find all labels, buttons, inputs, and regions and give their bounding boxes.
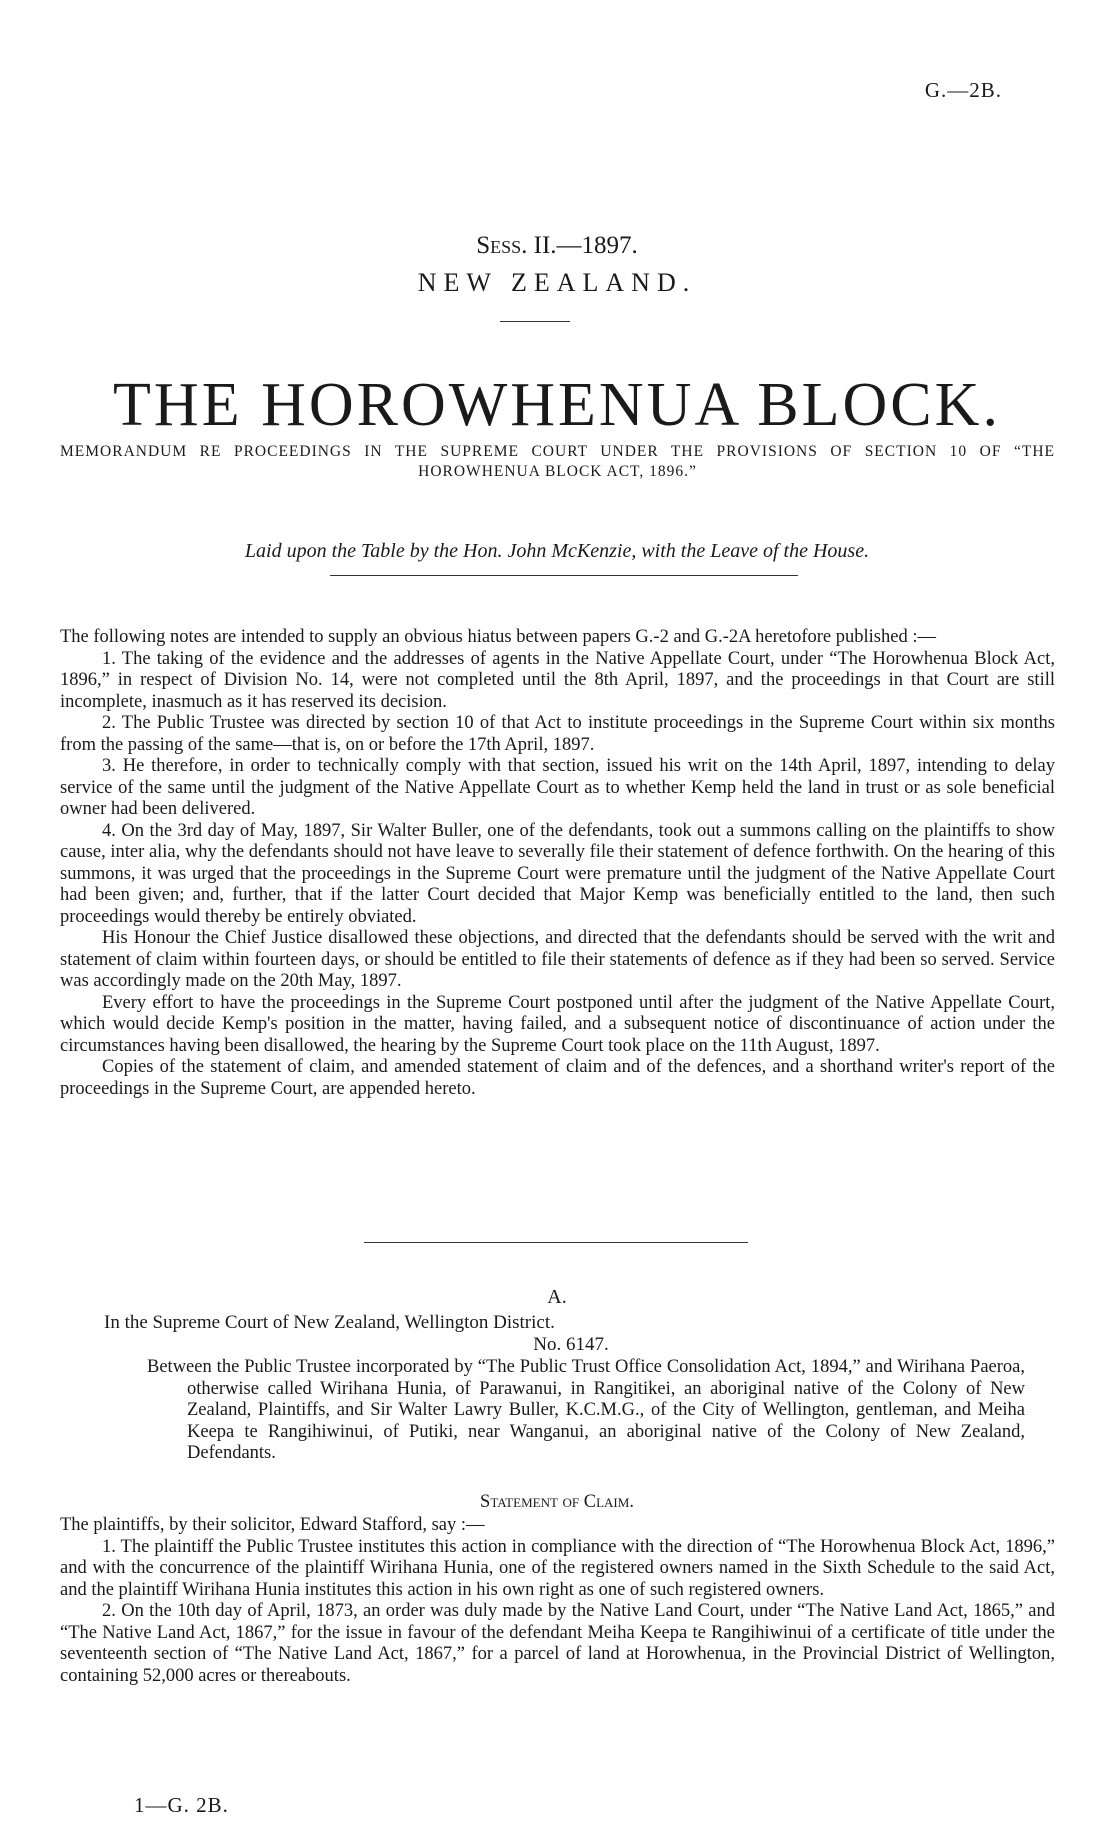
memo-paragraph: 3. He therefore, in order to technically comply with that section, issued his writ on the 14th April, 1897, intending to delay service of the same until the judgment of the Native Appellate Court as to whether Kemp held the land in trust or as sole beneficial owner had been delivered. (60, 756, 1055, 819)
section-divider (364, 1242, 748, 1243)
country-line: NEW ZEALAND. (417, 268, 697, 297)
parties-clause: Between the Public Trustee incorporated by “The Public Trust Office Consolidation Act, 1894,” and Wirihana Paeroa, otherwise called Wirihana Hunia, of Parawanui, in Rangitikei, an aboriginal native of the Colony of New Zealand, Plaintiffs, and Sir Walter Lawry Buller, K.C.M.G., of the City of Wellington, gentleman, and Meiha Keepa te Rangihiwinui, of Putiki, near Wanganui, an aboriginal native of the Colony of New Zealand, Defendants. (147, 1357, 1025, 1463)
document-subtitle: MEMORANDUM RE PROCEEDINGS IN THE SUPREME COURT UNDER THE PROVISIONS OF SECTION 10 OF “THE HOROWHENUA BLOCK ACT, 1896.” (60, 443, 1055, 480)
memo-paragraph: 4. On the 3rd day of May, 1897, Sir Walter Buller, one of the defendants, took out a summons calling on the plaintiffs to show cause, inter alia, why the defendants should not have leave to severally file their statement of defence forthwith. On the hearing of this summons, it was urged that the proceedings in the Supreme Court were premature until the judgment of the Native Appellate Court had been given; and, further, that if the latter Court decided that Major Kemp was beneficially entitled to the land, then such proceedings would thereby be entirely obviated. (60, 820, 1055, 927)
claim-paragraph: 1. The plaintiff the Public Trustee institutes this action in compliance with the direction of “The Horowhenua Block Act, 1896,” and with the concurrence of the plaintiff Wirihana Hunia, one of the registered owners named in the Sixth Schedule to the said Act, and the plaintiff Wirihana Hunia institutes this action in his own right as one of such registered owners. (60, 1536, 1055, 1600)
claim-paragraph: 2. On the 10th day of April, 1873, an order was duly made by the Native Land Court, under “The Native Land Act, 1865,” and “The Native Land Act, 1867,” for the issue in favour of the defendant Meiha Keepa te Rangihiwinui of a certificate of title under the seventeenth section of “The Native Land Act, 1867,” for a parcel of land at Horowhenua, in the Provincial District of Wellington, containing 52,000 acres or thereabouts. (60, 1601, 1055, 1686)
memorandum-body (60, 627, 1055, 1100)
document-title: THE HOROWHENUA BLOCK. (113, 371, 1001, 439)
memo-paragraph: Copies of the statement of claim, and amended statement of claim and of the defences, and a shorthand writer's report of the proceedings in the Supreme Court, are appended hereto. (60, 1057, 1055, 1099)
memo-paragraph: 2. The Public Trustee was directed by section 10 of that Act to institute proceedings in the Supreme Court within six months from the passing of the same—that is, on or before the 17th April, 1897. (60, 713, 1055, 755)
section-a-heading: A. (547, 1286, 567, 1308)
title-divider (500, 321, 570, 322)
laid-divider (330, 575, 798, 576)
statement-of-claim-heading: Statement of Claim. (480, 1492, 634, 1512)
page-reference: G.—2B. (924, 78, 1002, 102)
session-line: Sess. II.—1897. (476, 232, 638, 259)
page-footer: 1—G. 2B. (134, 1793, 229, 1817)
memo-paragraph: The following notes are intended to supply an obvious hiatus between papers G.-2 and G.-2A heretofore published :— (60, 627, 936, 647)
laid-upon-table-line: Laid upon the Table by the Hon. John McKenzie, with the Leave of the House. (244, 540, 870, 562)
memo-paragraph: His Honour the Chief Justice disallowed these objections, and directed that the defendants should be served with the writ and statement of claim within fourteen days, or should be entitled to file their statements of defence as if they had been so served. Service was accordingly made on the 20th May, 1897. (60, 928, 1055, 991)
memo-paragraph: 1. The taking of the evidence and the addresses of agents in the Native Appellate Court, under “The Horowhenua Block Act, 1896,” in respect of Division No. 14, were not completed until the 8th April, 1897, and the proceedings in that Court are still incomplete, inasmuch as it has reserved its decision. (60, 648, 1055, 712)
case-number: No. 6147. (533, 1334, 609, 1355)
claim-body (60, 1515, 1055, 1687)
court-line: In the Supreme Court of New Zealand, Wellington District. (104, 1312, 555, 1333)
memo-paragraph: Every effort to have the proceedings in the Supreme Court postponed until after the judgment of the Native Appellate Court, which would decide Kemp's position in the matter, having failed, and a subsequent notice of discontinuance of action under the circumstances having been disallowed, the hearing by the Supreme Court took place on the 11th August, 1897. (60, 992, 1055, 1056)
claim-paragraph: The plaintiffs, by their solicitor, Edward Stafford, say :— (60, 1515, 485, 1535)
